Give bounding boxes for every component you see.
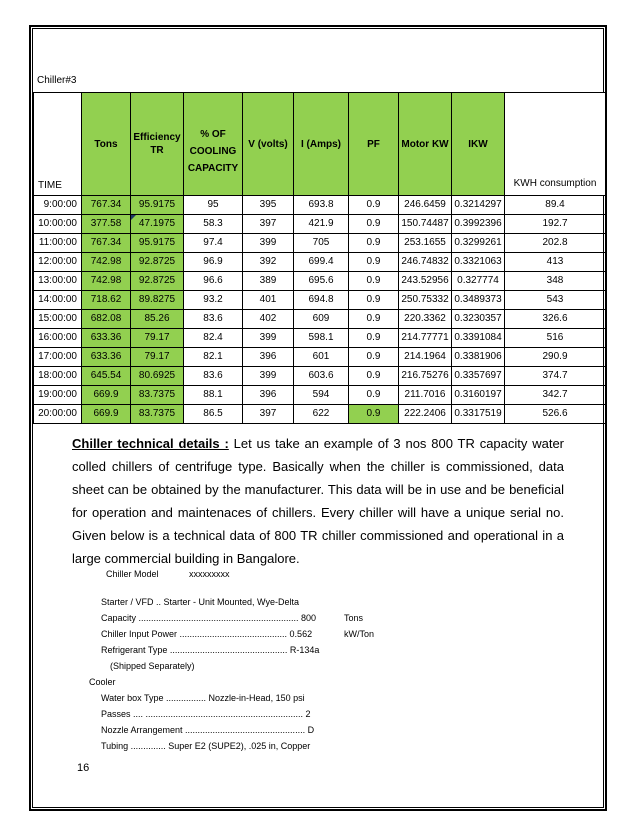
spec-input-power-unit: kW/Ton bbox=[344, 629, 375, 639]
cell-tons: 767.34 bbox=[82, 234, 131, 253]
spec-refrigerant: Refrigerant Type ............................................... R-134a bbox=[101, 645, 320, 655]
cell-pf: 0.9 bbox=[349, 386, 399, 405]
cell-pf: 0.9 bbox=[349, 196, 399, 215]
header-kwh: KWH consumption bbox=[505, 93, 606, 196]
cell-volts: 399 bbox=[243, 329, 294, 348]
cell-kwh: 516 bbox=[505, 329, 606, 348]
cell-time: 18:00:00 bbox=[34, 367, 82, 386]
cell-volts: 392 bbox=[243, 253, 294, 272]
cell-cooling: 93.2 bbox=[184, 291, 243, 310]
cell-pf: 0.9 bbox=[349, 234, 399, 253]
cell-tons: 669.9 bbox=[82, 405, 131, 424]
cell-motor-kw: 220.3362 bbox=[399, 310, 452, 329]
table-caption: Chiller#3 bbox=[37, 75, 77, 86]
cell-motor-kw: 211.7016 bbox=[399, 386, 452, 405]
header-pf: PF bbox=[349, 93, 399, 196]
cell-amps: 421.9 bbox=[294, 215, 349, 234]
cell-volts: 396 bbox=[243, 348, 294, 367]
cell-pf: 0.9 bbox=[349, 310, 399, 329]
cell-volts: 402 bbox=[243, 310, 294, 329]
table-row bbox=[34, 196, 606, 215]
spec-model-value: xxxxxxxxx bbox=[189, 569, 230, 579]
cell-kwh: 89.4 bbox=[505, 196, 606, 215]
cell-time: 16:00:00 bbox=[34, 329, 82, 348]
cell-ikw: 0.3299261 bbox=[452, 234, 505, 253]
cell-ikw: 0.3317519 bbox=[452, 405, 505, 424]
cell-pf: 0.9 bbox=[349, 253, 399, 272]
cell-pf: 0.9 bbox=[349, 348, 399, 367]
cell-pf: 0.9 bbox=[349, 367, 399, 386]
cell-motor-kw: 246.6459 bbox=[399, 196, 452, 215]
cell-kwh: 326.6 bbox=[505, 310, 606, 329]
cell-cooling: 86.5 bbox=[184, 405, 243, 424]
technical-details-paragraph bbox=[72, 432, 564, 570]
cell-motor-kw: 214.1964 bbox=[399, 348, 452, 367]
cell-pf: 0.9 bbox=[349, 215, 399, 234]
spec-capacity-unit: Tons bbox=[344, 613, 364, 623]
cell-kwh: 374.7 bbox=[505, 367, 606, 386]
cell-ikw: 0.3391084 bbox=[452, 329, 505, 348]
cell-time: 13:00:00 bbox=[34, 272, 82, 291]
cell-tons: 669.9 bbox=[82, 386, 131, 405]
cell-kwh: 290.9 bbox=[505, 348, 606, 367]
paragraph-body: Let us take an example of 3 nos 800 TR capacity water colled chillers of centrifuge type. Basically when the chiller is commissioned, data sheet can be obtained by the manufacturer. This data will be in use and be beneficial for operation and maintenaces of chillers. Every chiller will have a unique serial no. Given below is a technical data of 800 TR chiller commissioned and operational in a large commercial building in Bangalore. bbox=[72, 436, 565, 566]
cell-efficiency: 95.9175 bbox=[131, 196, 184, 215]
cell-amps: 603.6 bbox=[294, 367, 349, 386]
cell-kwh: 526.6 bbox=[505, 405, 606, 424]
cell-pf: 0.9 bbox=[349, 272, 399, 291]
cell-ikw: 0.3160197 bbox=[452, 386, 505, 405]
header-ikw: IKW bbox=[452, 93, 505, 196]
cell-kwh: 342.7 bbox=[505, 386, 606, 405]
cell-volts: 397 bbox=[243, 215, 294, 234]
table-row bbox=[34, 405, 606, 424]
cell-amps: 609 bbox=[294, 310, 349, 329]
cell-efficiency: 95.9175 bbox=[131, 234, 184, 253]
cell-efficiency: 85.26 bbox=[131, 310, 184, 329]
spec-capacity: Capacity ................................................................ 800 bbox=[101, 613, 317, 623]
header-cooling-capacity: % OF COOLING CAPACITY bbox=[184, 93, 243, 196]
cell-amps: 705 bbox=[294, 234, 349, 253]
cell-volts: 399 bbox=[243, 367, 294, 386]
cell-amps: 699.4 bbox=[294, 253, 349, 272]
cell-efficiency: 89.8275 bbox=[131, 291, 184, 310]
cell-tons: 718.62 bbox=[82, 291, 131, 310]
cell-tons: 682.08 bbox=[82, 310, 131, 329]
cell-efficiency: 80.6925 bbox=[131, 367, 184, 386]
cell-cooling: 88.1 bbox=[184, 386, 243, 405]
table-row bbox=[34, 329, 606, 348]
cell-volts: 397 bbox=[243, 405, 294, 424]
cell-ikw: 0.3321063 bbox=[452, 253, 505, 272]
spec-tubing: Tubing .............. Super E2 (SUPE2), .025 in, Copper bbox=[101, 741, 311, 751]
header-amps: I (Amps) bbox=[294, 93, 349, 196]
paragraph-heading: Chiller technical details : bbox=[72, 436, 229, 451]
cell-cooling: 83.6 bbox=[184, 367, 243, 386]
cell-volts: 401 bbox=[243, 291, 294, 310]
table-row bbox=[34, 253, 606, 272]
cell-time: 17:00:00 bbox=[34, 348, 82, 367]
header-tons: Tons bbox=[82, 93, 131, 196]
cell-amps: 598.1 bbox=[294, 329, 349, 348]
page-number: 16 bbox=[77, 762, 90, 774]
cell-cooling: 97.4 bbox=[184, 234, 243, 253]
cell-cooling: 58.3 bbox=[184, 215, 243, 234]
cell-amps: 601 bbox=[294, 348, 349, 367]
spec-model-label: Chiller Model bbox=[106, 569, 159, 579]
cell-pf: 0.9 bbox=[349, 291, 399, 310]
cell-time: 9:00:00 bbox=[34, 196, 82, 215]
table-row bbox=[34, 234, 606, 253]
cell-cooling: 96.6 bbox=[184, 272, 243, 291]
cell-kwh: 543 bbox=[505, 291, 606, 310]
cell-ikw: 0.3230357 bbox=[452, 310, 505, 329]
cell-motor-kw: 250.75332 bbox=[399, 291, 452, 310]
cell-cooling: 82.1 bbox=[184, 348, 243, 367]
cell-time: 20:00:00 bbox=[34, 405, 82, 424]
cell-time: 10:00:00 bbox=[34, 215, 82, 234]
cell-ikw: 0.3489373 bbox=[452, 291, 505, 310]
cell-time: 15:00:00 bbox=[34, 310, 82, 329]
cell-motor-kw: 222.2406 bbox=[399, 405, 452, 424]
cell-tons: 633.36 bbox=[82, 348, 131, 367]
cell-efficiency: 92.8725 bbox=[131, 253, 184, 272]
cell-cooling: 96.9 bbox=[184, 253, 243, 272]
table-row bbox=[34, 386, 606, 405]
cell-kwh: 348 bbox=[505, 272, 606, 291]
cell-time: 12:00:00 bbox=[34, 253, 82, 272]
cell-amps: 694.8 bbox=[294, 291, 349, 310]
cell-ikw: 0.3214297 bbox=[452, 196, 505, 215]
cell-efficiency: 47.1975 bbox=[131, 215, 184, 234]
cell-motor-kw: 253.1655 bbox=[399, 234, 452, 253]
cell-cooling: 83.6 bbox=[184, 310, 243, 329]
cell-motor-kw: 216.75276 bbox=[399, 367, 452, 386]
cell-tons: 645.54 bbox=[82, 367, 131, 386]
table-row bbox=[34, 215, 606, 234]
spec-nozzle: Nozzle Arrangement ................................................ D bbox=[101, 725, 315, 735]
table-header-row bbox=[34, 93, 606, 196]
cell-motor-kw: 150.74487 bbox=[399, 215, 452, 234]
cell-kwh: 192.7 bbox=[505, 215, 606, 234]
cell-pf: 0.9 bbox=[349, 405, 399, 424]
cell-ikw: 0.3992396 bbox=[452, 215, 505, 234]
header-efficiency: Efficiency TR bbox=[131, 93, 184, 196]
cell-cooling: 82.4 bbox=[184, 329, 243, 348]
cell-ikw: 0.327774 bbox=[452, 272, 505, 291]
table-row bbox=[34, 272, 606, 291]
spec-starter: Starter / VFD .. Starter - Unit Mounted, Wye-Delta bbox=[101, 597, 299, 607]
cell-tons: 742.98 bbox=[82, 253, 131, 272]
cell-efficiency: 83.7375 bbox=[131, 386, 184, 405]
header-volts: V (volts) bbox=[243, 93, 294, 196]
spec-shipped: (Shipped Separately) bbox=[110, 661, 195, 671]
cell-amps: 693.8 bbox=[294, 196, 349, 215]
cell-amps: 695.6 bbox=[294, 272, 349, 291]
cell-efficiency: 83.7375 bbox=[131, 405, 184, 424]
spec-cooler: Cooler bbox=[89, 677, 116, 687]
table-row bbox=[34, 310, 606, 329]
cell-volts: 396 bbox=[243, 386, 294, 405]
cell-cooling: 95 bbox=[184, 196, 243, 215]
spec-passes: Passes .... ............................................................... 2 bbox=[101, 709, 311, 719]
spec-water-box: Water box Type ................ Nozzle-in-Head, 150 psi bbox=[101, 693, 305, 703]
table-row bbox=[34, 291, 606, 310]
cell-ikw: 0.3381906 bbox=[452, 348, 505, 367]
cell-efficiency: 79.17 bbox=[131, 329, 184, 348]
cell-motor-kw: 246.74832 bbox=[399, 253, 452, 272]
cell-tons: 633.36 bbox=[82, 329, 131, 348]
chiller-data-table bbox=[33, 92, 606, 424]
cell-motor-kw: 243.52956 bbox=[399, 272, 452, 291]
cell-efficiency: 79.17 bbox=[131, 348, 184, 367]
cell-volts: 395 bbox=[243, 196, 294, 215]
cell-volts: 399 bbox=[243, 234, 294, 253]
cell-time: 11:00:00 bbox=[34, 234, 82, 253]
cell-tons: 767.34 bbox=[82, 196, 131, 215]
header-motor-kw: Motor KW bbox=[399, 93, 452, 196]
cell-time: 14:00:00 bbox=[34, 291, 82, 310]
cell-motor-kw: 214.77771 bbox=[399, 329, 452, 348]
cell-ikw: 0.3357697 bbox=[452, 367, 505, 386]
cell-tons: 377.58 bbox=[82, 215, 131, 234]
cell-efficiency: 92.8725 bbox=[131, 272, 184, 291]
cell-amps: 622 bbox=[294, 405, 349, 424]
spec-input-power: Chiller Input Power ........................................... 0.562 bbox=[101, 629, 313, 639]
header-time: TIME bbox=[34, 93, 82, 196]
cell-pf: 0.9 bbox=[349, 329, 399, 348]
cell-time: 19:00:00 bbox=[34, 386, 82, 405]
table-row bbox=[34, 367, 606, 386]
cell-volts: 389 bbox=[243, 272, 294, 291]
cell-tons: 742.98 bbox=[82, 272, 131, 291]
table-row bbox=[34, 348, 606, 367]
cell-kwh: 413 bbox=[505, 253, 606, 272]
cell-amps: 594 bbox=[294, 386, 349, 405]
cell-kwh: 202.8 bbox=[505, 234, 606, 253]
